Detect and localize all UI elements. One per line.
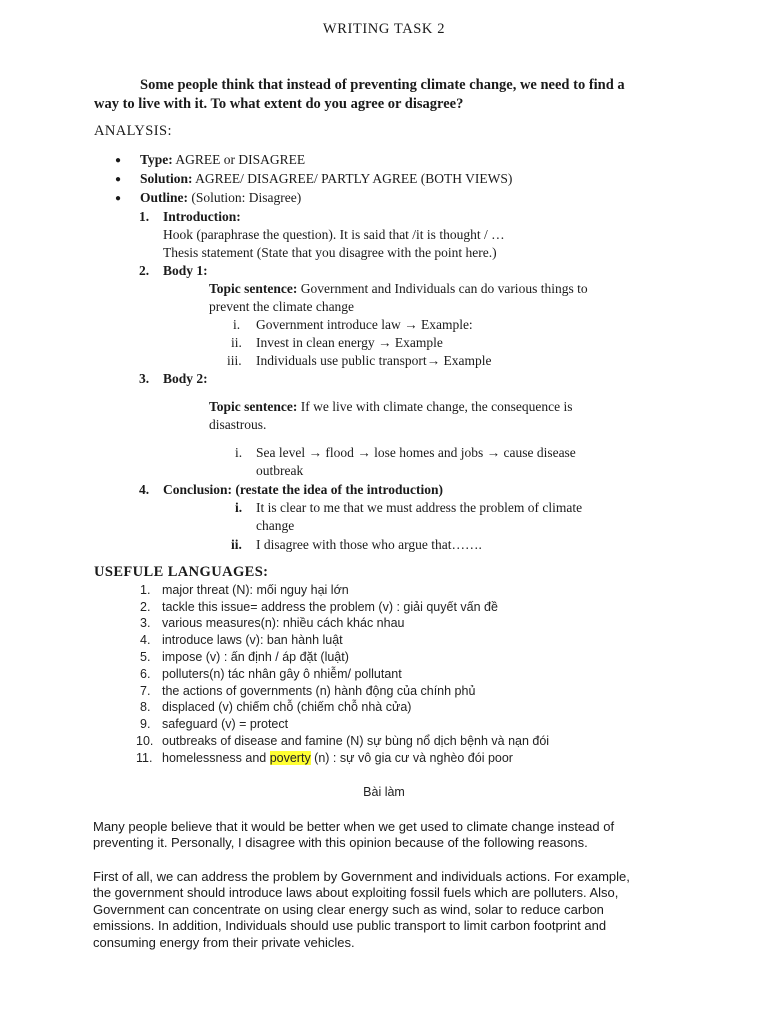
essay-paragraph-line: preventing it. Personally, I disagree with this opinion because of the following reasons.	[93, 835, 588, 850]
conclusion-item-line-2: change	[256, 518, 295, 533]
body1-item-num: iii.	[227, 353, 242, 368]
body2-topic-line-1: Topic sentence: If we live with climate change, the consequence is	[209, 399, 573, 414]
question-line-2: way to live with it. To what extent do you agree or disagree?	[94, 96, 464, 112]
body1-topic-line-2: prevent the climate change	[209, 299, 355, 314]
essay-paragraph-line: First of all, we can address the problem by Government and individuals actions. For example,	[93, 869, 630, 884]
bullet-icon: ●	[115, 155, 122, 166]
vocab-number: 6.	[140, 667, 151, 681]
conclusion-item-num: ii.	[231, 537, 242, 552]
vocab-number: 10.	[136, 734, 154, 748]
body1-label: Body 1:	[163, 263, 208, 278]
conclusion-item-line-1: I disagree with those who argue that…….	[256, 537, 482, 552]
body2-item-line-1: Sea level → flood → lose homes and jobs → cause disease	[256, 445, 576, 460]
vocab-item: the actions of governments (n) hành động của chính phủ	[162, 684, 476, 698]
vocab-item: impose (v) : ấn định / áp đặt (luật)	[162, 650, 349, 664]
intro-label: Introduction:	[163, 209, 241, 224]
body2-item-line-2: outbreak	[256, 463, 304, 478]
page-title: WRITING TASK 2	[322, 21, 446, 37]
intro-number: 1.	[139, 209, 150, 224]
conclusion-item-num: i.	[235, 500, 243, 515]
useful-languages-heading: USEFULE LANGUAGES:	[94, 564, 269, 580]
vocab-number: 5.	[140, 650, 151, 664]
essay-paragraph-line: Many people believe that it would be better when we get used to climate change instead of	[93, 819, 615, 834]
body1-number: 2.	[139, 263, 150, 278]
question-line-1: Some people think that instead of preventing climate change, we need to find a	[140, 77, 625, 93]
essay-paragraph-line: emissions. In addition, Individuals should use public transport to limit carbon footprint and	[93, 918, 607, 933]
body1-item-text: Individuals use public transport→ Example	[256, 353, 492, 368]
highlighted-word: poverty	[269, 751, 311, 765]
vocab-number: 7.	[140, 684, 151, 698]
body1-item-num: ii.	[231, 335, 242, 350]
body2-number: 3.	[139, 371, 150, 386]
conclusion-number: 4.	[139, 482, 150, 497]
vocab-item: outbreaks of disease and famine (N) sự bùng nổ dịch bệnh và nạn đói	[162, 734, 550, 748]
vocab-item: safeguard (v) = protect	[162, 717, 289, 731]
vocab-item: displaced (v) chiếm chỗ (chiếm chỗ nhà cửa)	[162, 700, 412, 714]
body1-item-num: i.	[233, 317, 241, 332]
vocab-number: 3.	[140, 616, 151, 630]
body1-topic-line-1: Topic sentence: Government and Individuals can do various things to	[209, 281, 588, 296]
vocab-item: polluters(n) tác nhân gây ô nhiễm/ pollutant	[162, 667, 402, 681]
vocab-number: 9.	[140, 717, 151, 731]
vocab-number: 8.	[140, 700, 151, 714]
body1-item-text: Government introduce law → Example:	[256, 317, 473, 332]
vocab-number: 11.	[136, 751, 153, 765]
vocab-item: tackle this issue= address the problem (v) : giải quyết vấn đề	[162, 600, 498, 614]
essay-paragraph-line: consuming energy from their private vehicles.	[93, 935, 355, 950]
conclusion-item-line-1: It is clear to me that we must address the problem of climate	[256, 500, 583, 515]
analysis-heading: ANALYSIS:	[94, 123, 172, 139]
vocab-number: 4.	[140, 633, 151, 647]
essay-paragraph-line: the government should introduce laws about exploiting fossil fuels which are polluters. Also,	[93, 885, 619, 900]
intro-thesis: Thesis statement (State that you disagree with the point here.)	[163, 245, 497, 260]
vocab-item: introduce laws (v): ban hành luật	[162, 633, 343, 647]
vocab-item: various measures(n): nhiều cách khác nhau	[162, 616, 405, 630]
body2-item-num: i.	[235, 445, 243, 460]
bullet-icon: ●	[115, 193, 122, 204]
intro-hook: Hook (paraphrase the question). It is said that /it is thought / …	[163, 227, 505, 242]
essay-paragraph-line: Government can concentrate on using clear energy such as wind, solar to reduce carbon	[93, 902, 604, 917]
vocab-number: 1.	[140, 583, 151, 597]
solution-line: Solution: AGREE/ DISAGREE/ PARTLY AGREE (BOTH VIEWS)	[140, 171, 513, 186]
body2-label: Body 2:	[163, 371, 208, 386]
outline-line: Outline: (Solution: Disagree)	[140, 190, 302, 205]
body1-item-text: Invest in clean energy → Example	[256, 335, 443, 350]
vocab-item: homelessness and poverty (n) : sự vô gia cư và nghèo đói poor	[162, 751, 513, 765]
bullet-icon: ●	[115, 174, 122, 185]
type-line: Type: AGREE or DISAGREE	[140, 152, 306, 167]
conclusion-label: Conclusion: (restate the idea of the introduction)	[163, 482, 443, 497]
vocab-item: major threat (N): mối nguy hại lớn	[162, 583, 349, 597]
essay-heading: Bài làm	[363, 785, 405, 799]
body2-topic-line-2: disastrous.	[209, 417, 267, 432]
vocab-number: 2.	[140, 600, 151, 614]
